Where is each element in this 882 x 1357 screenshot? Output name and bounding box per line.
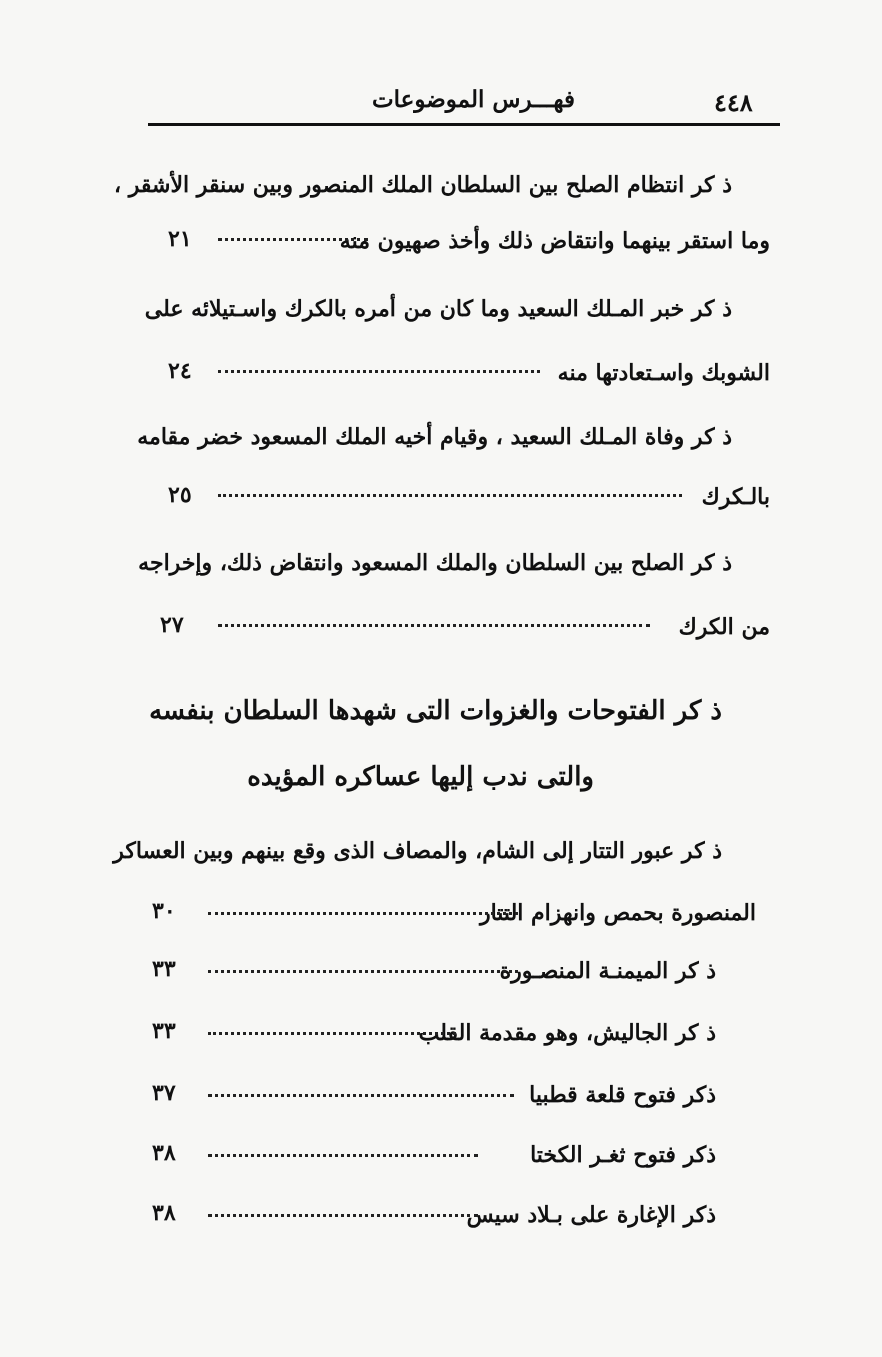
entry-line: ذ كر عبور التتار إلى الشام، والمصاف الذى وقع بينهم وبين العساكر	[113, 838, 722, 864]
leader-dots	[208, 1032, 456, 1035]
entry-line: المنصورة بحمص وانهزام التتار	[479, 900, 756, 926]
entry-line: ذ كر وفاة المـلك السعيد ، وقيام أخيه الملك المسعود خضر مقامه	[137, 424, 732, 450]
header-rule	[148, 123, 780, 126]
page-ref: ٢٧	[160, 612, 184, 638]
leader-dots	[208, 912, 518, 915]
page-ref: ٢٤	[168, 358, 192, 384]
page-ref: ٣٣	[152, 956, 176, 982]
page-ref: ٣٧	[152, 1080, 176, 1106]
page-ref: ٢٥	[168, 482, 192, 508]
page-ref: ٣٨	[152, 1140, 176, 1166]
entry-line: ذ كر الجاليش، وهو مقدمة القلب	[418, 1020, 716, 1046]
page-ref: ٢١	[168, 226, 192, 252]
entry-line: من الكرك	[678, 614, 770, 640]
entry-line: وما استقر بينهما وانتقاض ذلك وأخذ صهيون منه	[339, 228, 770, 254]
page-ref: ٣٨	[152, 1200, 176, 1226]
entry-line: بالـكرك	[701, 484, 770, 510]
leader-dots	[208, 1154, 478, 1157]
entry-line: ذكر فتوح ثغـر الكختا	[530, 1142, 716, 1168]
page-title: فهـــرس الموضوعات	[372, 86, 575, 113]
page-number: ٤٤٨	[714, 88, 753, 117]
section-heading: ذ كر الفتوحات والغزوات التى شهدها السلطان بنفسه	[149, 696, 722, 726]
leader-dots	[218, 624, 650, 627]
section-heading-sub: والتى ندب إليها عساكره المؤيده	[247, 762, 594, 792]
leader-dots	[208, 1214, 478, 1217]
leader-dots	[218, 494, 682, 497]
entry-line: ذكر فتوح قلعة قطبيا	[529, 1082, 716, 1108]
entry-line: ذ كر انتظام الصلح بين السلطان الملك المنصور وبين سنقر الأشقر ،	[114, 172, 732, 198]
page-ref: ٣٣	[152, 1018, 176, 1044]
page-ref: ٣٠	[152, 898, 176, 924]
entry-line: ذ كر الصلح بين السلطان والملك المسعود وانتقاض ذلك، وإخراجه	[138, 550, 732, 576]
leader-dots	[208, 1094, 514, 1097]
entry-line: ذ كر الميمنـة المنصـورة	[499, 958, 716, 984]
entry-line: ذ كر خبر المـلك السعيد وما كان من أمره بالكرك واسـتيلائه على	[144, 296, 732, 322]
leader-dots	[208, 970, 518, 973]
leader-dots	[218, 238, 368, 241]
leader-dots	[218, 370, 540, 373]
entry-line: الشوبك واسـتعادتها منه	[557, 360, 770, 386]
entry-line: ذكر الإغارة على بـلاد سيس	[466, 1202, 716, 1228]
